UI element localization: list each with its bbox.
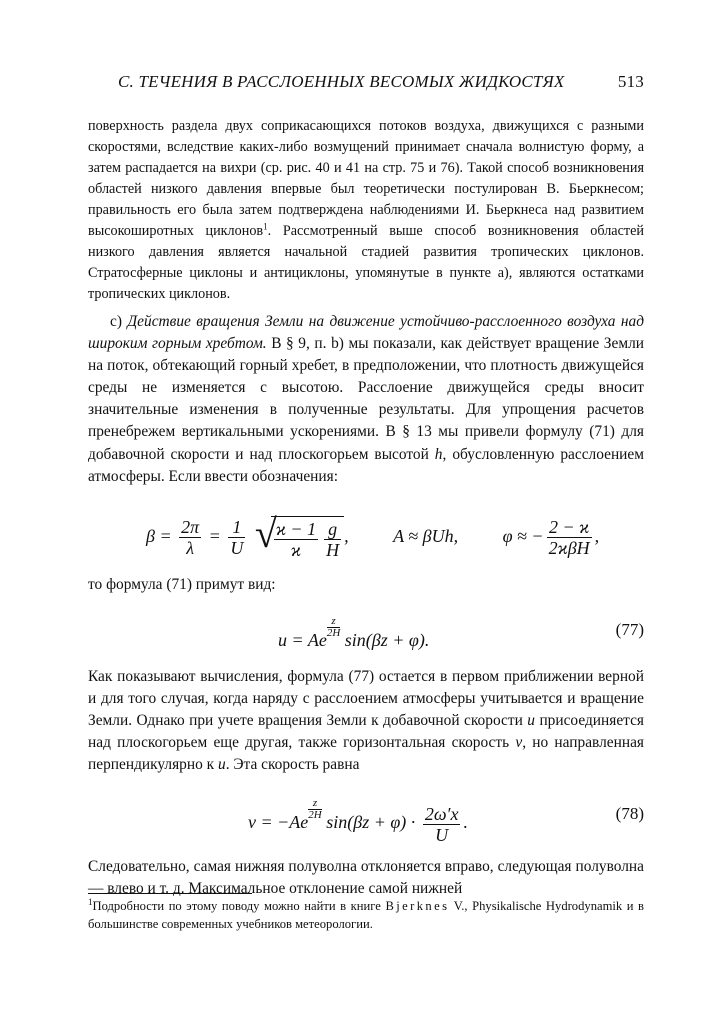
equation-78 [88, 784, 644, 856]
eq-defs-content [146, 510, 600, 560]
var-v: v [515, 734, 523, 752]
exp-den: 2H [326, 626, 341, 639]
frac-den: H [326, 539, 340, 560]
eq-77-content [278, 616, 429, 651]
section-heading: Действие вращения Земли на движение устойчиво-расслоенного воздуха над широким горным хребтом. [88, 313, 644, 353]
eq-a-def: A ≈ βUh, [393, 525, 459, 546]
frac-den: 2ϰβH [548, 538, 590, 559]
eq-sign: = [208, 525, 221, 546]
comma: , [594, 525, 600, 546]
paragraph-1-text-after: . Рассмотренный выше способ возникновения областей низкого давления является начальной стадией развития тропических циклонов. Стратосферные циклоны и антициклоны, упомянутые в пункте а), являются остатками тропических циклонов. [88, 223, 644, 302]
frac-den: U [435, 824, 449, 845]
footnote-marker: 1 [263, 221, 268, 232]
equation-number-78: (78) [615, 804, 644, 824]
eq-78-content [248, 798, 468, 844]
comma: , [344, 525, 349, 546]
main-text [88, 116, 644, 901]
paragraph-5: Следовательно, самая нижняя полуволна отклоняется вправо, следующая полуволна — влево и т. д. Максимальное отклонение самой нижней [88, 858, 644, 898]
exp-den: 2H [308, 809, 322, 822]
exp-num: z [327, 616, 340, 628]
eq-78-mid: sin(βz + φ) · [326, 812, 416, 833]
running-header [118, 72, 644, 96]
section-label: с) [110, 313, 122, 330]
frac-num: ϰ − 1 [275, 518, 317, 539]
equation-number-77: (77) [615, 619, 644, 639]
var-u: u [217, 756, 226, 774]
frac-omega [423, 804, 461, 845]
paragraph-4 [88, 666, 644, 776]
frac-den: U [230, 538, 244, 559]
paragraph-4-text-after: . Эта скорость равна [225, 756, 360, 774]
sqrt [254, 510, 344, 560]
var-h: h [434, 445, 443, 463]
frac-kappa [274, 519, 318, 560]
eq-77-rhs: sin(βz + φ). [344, 629, 430, 650]
frac-2pi-lambda [179, 517, 201, 558]
frac-num: g [324, 519, 341, 540]
paragraph-2 [88, 311, 644, 488]
eq-78-lhs: v = −Ae [248, 812, 309, 833]
equation-definitions [88, 502, 644, 574]
paragraph-4-text: Как показывают вычисления, формула (77) остается в первом приближении верной и для того случая, когда наряду с расслоением атмосферы учитывается и вращение Земли. Однако при учете вращения Земли к добавочной скорости [88, 667, 644, 730]
radicand [271, 516, 344, 560]
paragraph-4-text-mid2: , но направленная перпендикулярно к [88, 734, 644, 774]
footnote-number: 1 [88, 896, 93, 907]
page-number: 513 [617, 72, 644, 91]
frac-g-h [324, 519, 341, 560]
period: . [463, 812, 468, 833]
equation-77 [88, 602, 644, 666]
footnote-author: Bjerknes [385, 899, 450, 913]
header-title: С. ТЕЧЕНИЯ В РАССЛОЕННЫХ ВЕСОМЫХ ЖИДКОСТЯХ [118, 72, 565, 91]
footnote-text: Подробности по этому поводу можно найти в книге [92, 899, 381, 913]
frac-num: 2 − ϰ [547, 517, 592, 538]
radical-sign: √ [254, 510, 277, 556]
frac-phi [547, 517, 592, 558]
page [88, 0, 644, 1018]
paragraph-4-text-mid: присоединяется над плоскогорьем еще другая, также горизонтальная скорость [88, 712, 644, 752]
var-u: u [527, 712, 535, 730]
paragraph-2-text: В § 9, п. b) мы показали, как действует вращение Земли на поток, обтекающий горный хребет, в предположении, что плотность движущейся среды не изменяется с высотою. Расслоение движущейся среды вносит значительные изменения в полученные результаты. Для упрощения расчетов пренебрежем вертикальными ускорениями. В § 13 мы привели формулу (71) для добавочной скорости и над плоскогорьем высотой [88, 335, 644, 463]
frac-den: λ [186, 538, 195, 559]
exponent [308, 798, 321, 821]
frac-den: ϰ [290, 539, 301, 560]
footnote-rule [88, 893, 252, 894]
eq-beta: β = [146, 525, 172, 546]
paragraph-2-text-after: , обусловленную расслоением атмосферы. Если ввести обозначения: [88, 445, 644, 485]
frac-1-u [228, 517, 245, 558]
frac-num: 2π [181, 517, 200, 538]
exp-num: z [308, 798, 321, 810]
paragraph-1-text: поверхность раздела двух соприкасающихся потоков воздуха, движущихся с разными скоростями, вследствие каких-либо возмущений принимает сначала волнистую форму, а затем распадается на вихри (ср. рис. 40 и 41 на стр. 75 и 76). Такой способ возникновения областей низкого давления впервые был теоретически постулирован В. Бьеркнесом; правильность его была затем подтверждена наблюдениями И. Бьеркнеса над развитием высокоширотных циклонов [88, 118, 644, 239]
frac-num: 1 [228, 517, 245, 538]
paragraph-3: то формула (71) примут вид: [88, 575, 276, 593]
footnote-text-after: V., Physikalische Hydrodynamik и в большинстве современных учебников метеорологии. [88, 899, 645, 931]
eq-77-lhs: u = Ae [278, 629, 327, 650]
exponent [327, 616, 340, 639]
footnote [88, 897, 644, 933]
paragraph-1 [88, 116, 644, 305]
frac-num: 2ω′x [424, 803, 459, 824]
eq-phi: φ ≈ − [502, 525, 544, 546]
